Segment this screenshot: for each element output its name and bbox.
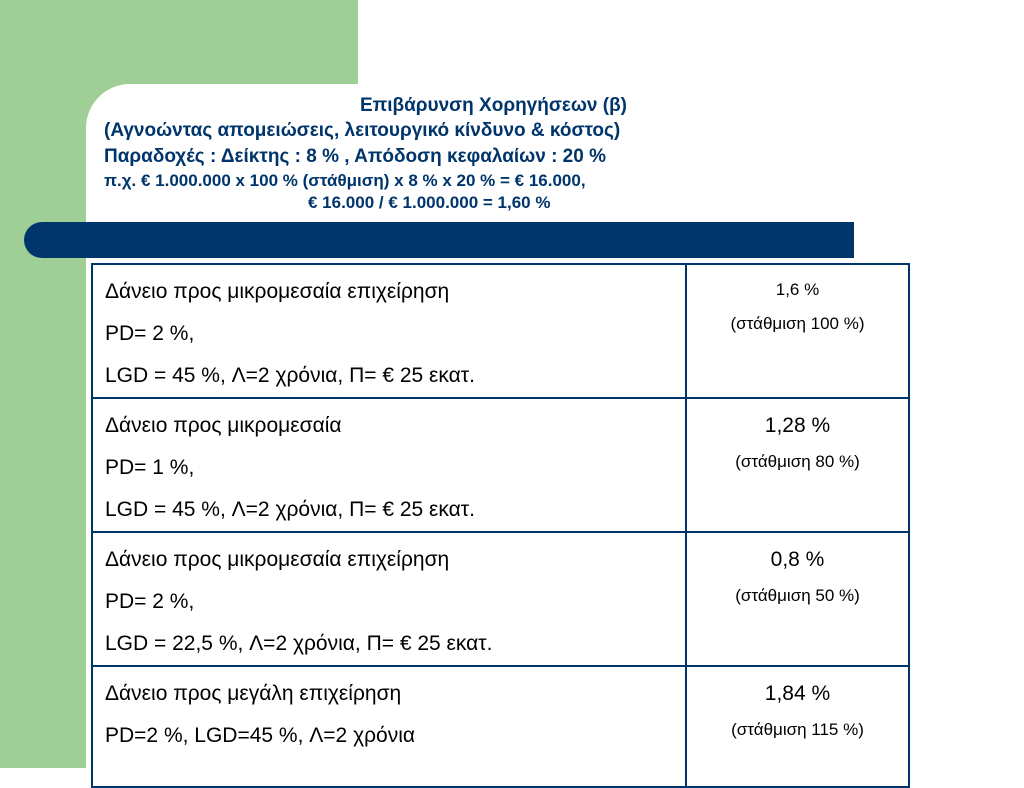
title-divider-bar [24,222,854,258]
table-row [92,264,909,398]
charge-cell [686,532,909,666]
charge-cell [686,666,909,787]
table-row [92,398,909,532]
title-line-2: (Αγνοώντας απομειώσεις, λειτουργικό κίνδυνο & κόστος) [104,120,621,141]
loan-description [92,532,686,666]
description-line: LGD = 22,5 %, Λ=2 χρόνια, Π= € 25 εκατ. [105,632,493,655]
charge-cell [686,264,909,398]
weight-value: (στάθμιση 80 %) [735,452,860,471]
weight-value: (στάθμιση 115 %) [731,720,864,739]
description-line: LGD = 45 %, Λ=2 χρόνια, Π= € 25 εκατ. [105,498,475,521]
description-line: Δάνειο προς μικρομεσαία [105,414,342,437]
charge-value: 1,84 % [764,682,831,705]
description-line: Δάνειο προς μικρομεσαία επιχείρηση [105,280,450,303]
description-line: Δάνειο προς μεγάλη επιχείρηση [105,682,402,705]
weight-value: (στάθμιση 50 %) [735,586,860,605]
charge-value: 0,8 % [770,548,825,571]
loan-description [92,264,686,398]
loan-description [92,398,686,532]
charge-cell [686,398,909,532]
table-row [92,666,909,787]
table-row [92,532,909,666]
charge-value: 1,28 % [764,414,831,437]
title-line-4: π.χ. € 1.000.000 x 100 % (στάθμιση) x 8 % x 20 % = € 16.000, [104,171,586,190]
description-line: PD= 2 %, [105,322,195,345]
loan-description [92,666,686,787]
description-line: Δάνειο προς μικρομεσαία επιχείρηση [105,548,450,571]
description-line: PD=2 %, LGD=45 %, Λ=2 χρόνια [105,724,416,747]
description-line: LGD = 45 %, Λ=2 χρόνια, Π= € 25 εκατ. [105,364,475,387]
title-line-1: Επιβάρυνση Χορηγήσεων (β) [360,95,628,116]
slide-title [104,94,864,214]
charge-value: 1,6 % [775,280,820,299]
loan-table [91,263,910,788]
description-line: PD= 1 %, [105,456,195,479]
description-line: PD= 2 %, [105,590,195,613]
weight-value: (στάθμιση 100 %) [730,314,865,333]
title-line-5: € 16.000 / € 1.000.000 = 1,60 % [308,193,551,212]
title-line-3: Παραδοχές : Δείκτης : 8 % , Απόδοση κεφαλαίων : 20 % [104,146,606,167]
